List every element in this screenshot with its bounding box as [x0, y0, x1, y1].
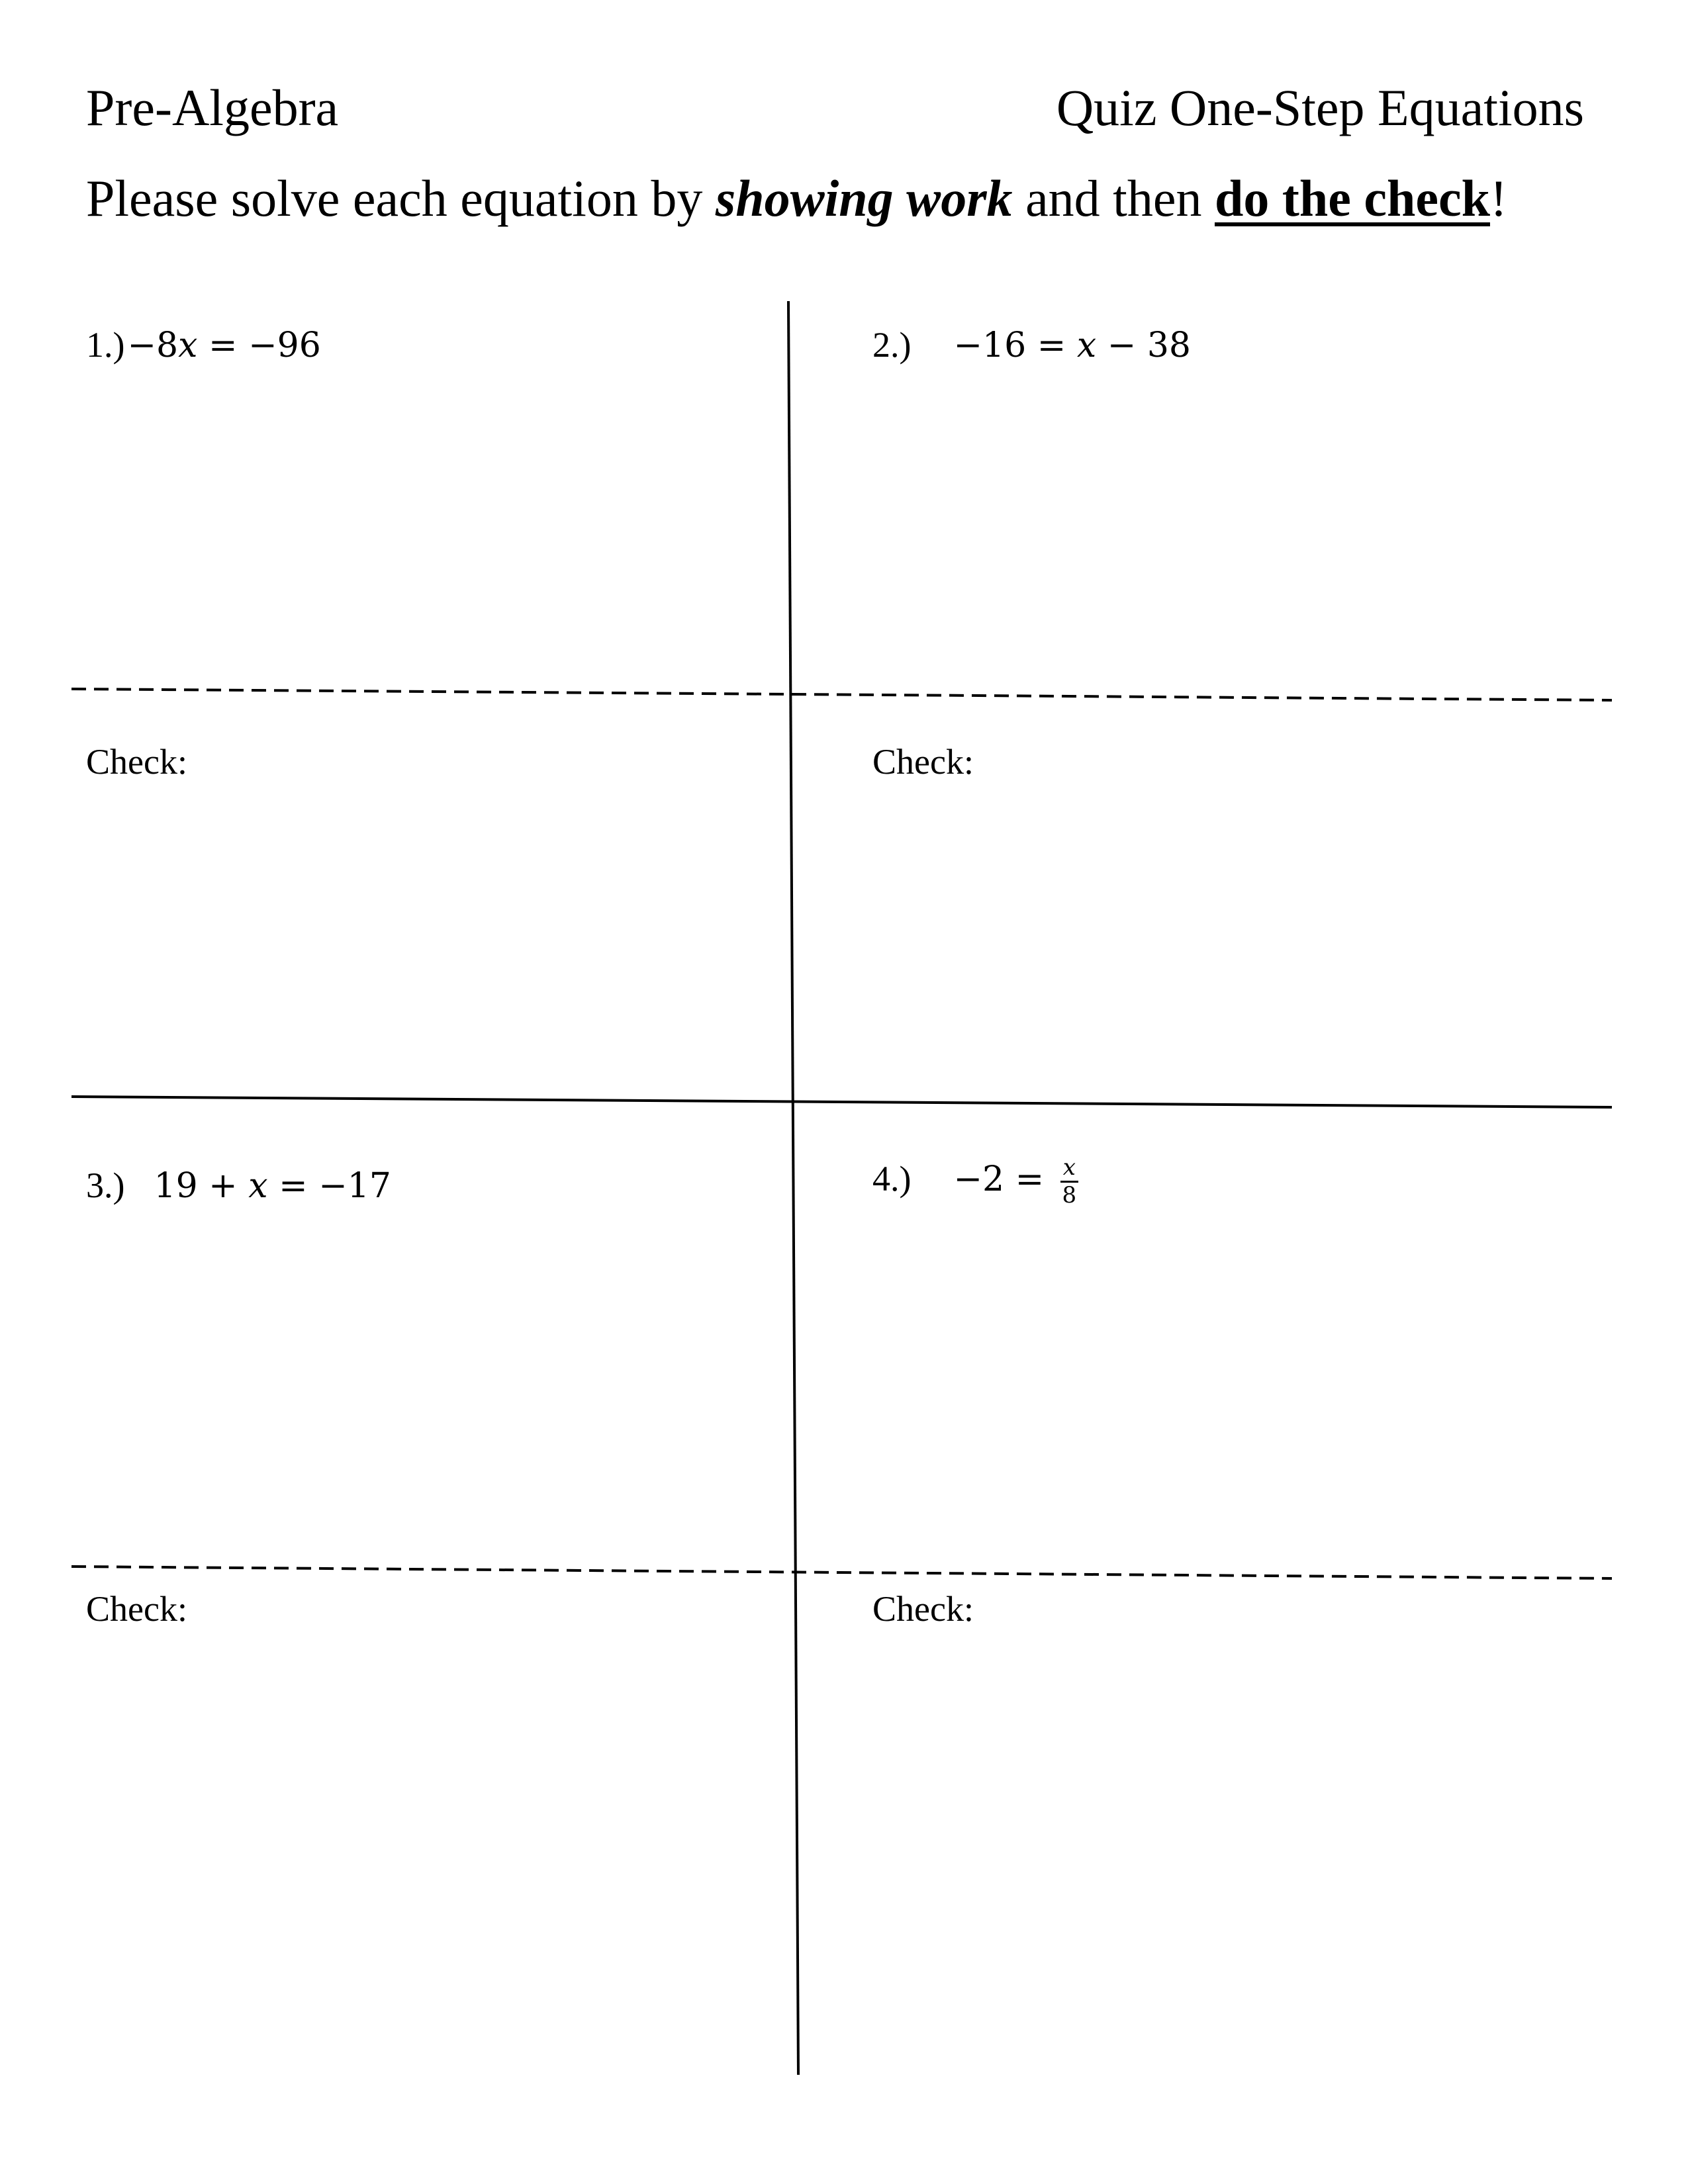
equation: −8x = −96 — [127, 326, 321, 365]
equation: 19 + x = −17 — [154, 1166, 391, 1206]
problem-3 — [86, 1165, 391, 1206]
instructions — [86, 169, 1507, 228]
dashed-separator-bottom — [71, 1567, 1612, 1578]
check-label-1: Check: — [86, 742, 187, 782]
dashed-separator-top — [71, 689, 1612, 700]
instr-text-1: Please solve each equation by — [86, 169, 716, 227]
instr-emphasis: showing work — [715, 169, 1013, 227]
problem-number: 4.) — [872, 1159, 912, 1199]
instr-underlined: do the check — [1214, 169, 1490, 227]
equation: −2 = $\frac{x}{8}$ — [953, 1160, 1078, 1199]
instr-text-2: and then — [1012, 169, 1215, 227]
horizontal-divider — [71, 1097, 1612, 1107]
problem-number: 1.) — [86, 325, 125, 365]
problem-2 — [872, 324, 1191, 365]
instr-end: ! — [1489, 169, 1507, 227]
vertical-divider — [788, 301, 798, 2075]
course-title: Pre-Algebra — [86, 79, 339, 136]
problem-number: 3.) — [86, 1165, 125, 1205]
check-label-4: Check: — [872, 1589, 974, 1629]
problem-4 — [872, 1155, 1078, 1208]
check-label-3: Check: — [86, 1589, 187, 1629]
problem-1 — [86, 324, 321, 365]
fraction: $\frac{x}{8}$ — [1060, 1155, 1078, 1208]
equation: −16 = x − 38 — [953, 326, 1191, 365]
quiz-title: Quiz One-Step Equations — [1056, 79, 1584, 136]
problem-number: 2.) — [872, 325, 912, 365]
check-label-2: Check: — [872, 742, 974, 782]
